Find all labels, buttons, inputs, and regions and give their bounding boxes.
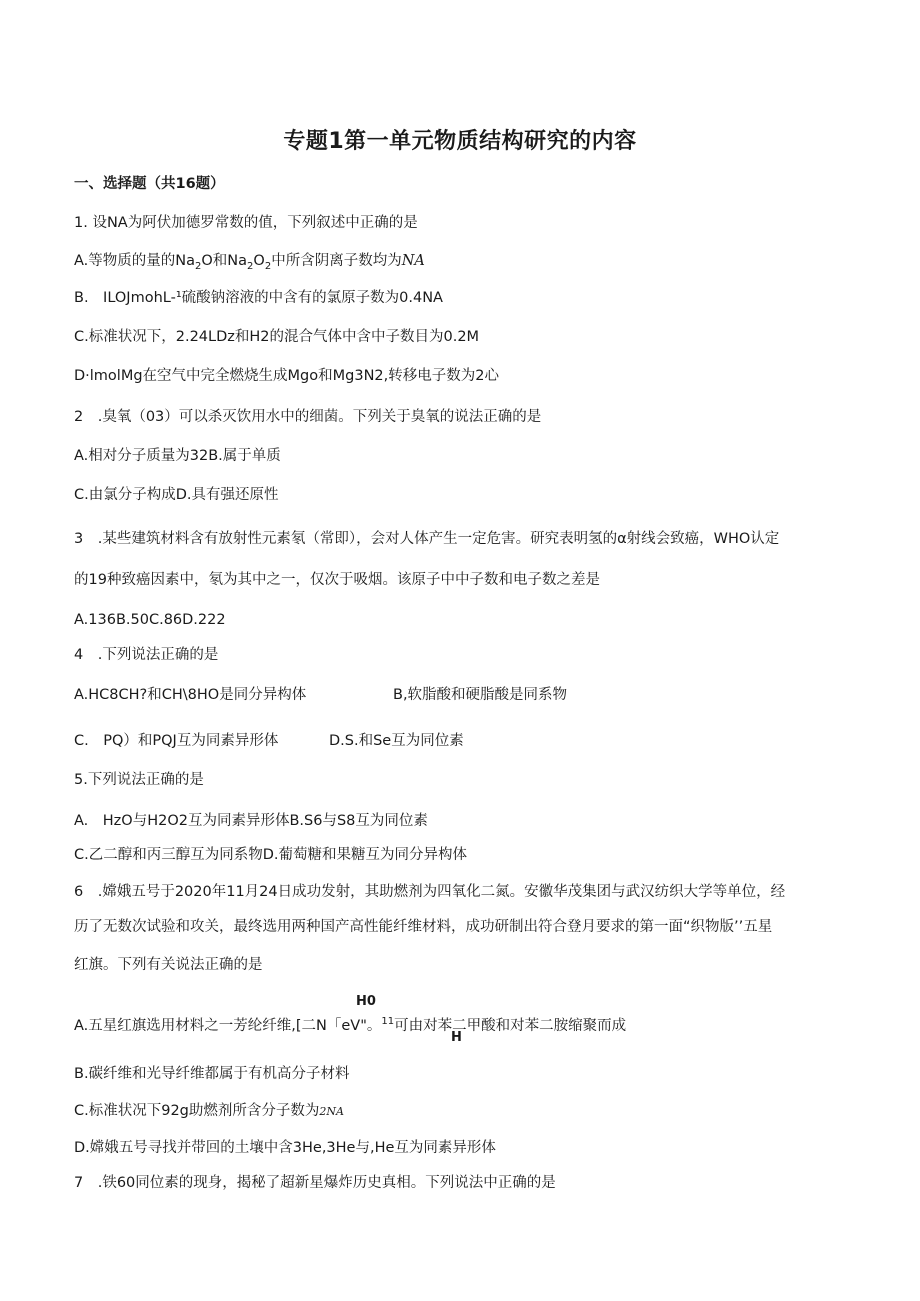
option-c-na-symbol: 2NA <box>319 1105 344 1118</box>
page-title: 专题1第一单元物质结构研究的内容 <box>283 129 637 154</box>
subscript: 2 <box>264 260 272 272</box>
option-c-text: C.标准状况下92g助燃剂所含分子数为 <box>74 1103 320 1119</box>
question-4-option-a: A.HC8CH?和CH\8HO是同分异构体 <box>74 687 307 703</box>
question-3-stem-line2: 的19种致癌因素中，氡为其中之一，仅次于吸烟。该原子中中子数和电子数之差是 <box>74 572 600 588</box>
option-a-text-3: O <box>253 253 265 269</box>
question-3-stem-line1: 3 .某些建筑材料含有放射性元素氡（常即），会对人体产生一定危害。研究表明氢的α射线会致癌，WHO认定 <box>74 531 780 547</box>
question-5-stem: 5.下列说法正确的是 <box>74 772 204 788</box>
question-6-stem-line3: 红旗。下列有关说法正确的是 <box>74 957 263 973</box>
question-2-options-cd: C.由氯分子构成D.具有强还原性 <box>74 487 279 503</box>
question-1-option-c: C.标准状况下，2.24LDz和H2的混合气体中含中子数目为0.2M <box>74 329 480 345</box>
question-1-option-a <box>74 251 425 277</box>
question-6-stem-line1: 6 .嫦娥五号于2020年11月24日成功发射，其助燃剂为四氧化二氮。安徽华茂集团与武汉纺织大学等单位，经 <box>74 884 786 900</box>
option-a-text-1: A.等物质的量的Na <box>74 253 196 269</box>
option-a-text-2: O和Na <box>201 253 248 269</box>
structure-label-top: H0 <box>356 994 376 1009</box>
option-a-na-symbol: NA <box>401 253 425 269</box>
option-a-text-4: 中所含阴离子数均为 <box>271 253 402 269</box>
question-5-options-ab: A. HzO与H2O2互为同素异形体B.S6与S8互为同位素 <box>74 813 428 829</box>
question-4-option-c: C. PQ）和PQJ互为同素异形体 <box>74 733 279 749</box>
question-1-option-d: D·lmolMg在空气中完全燃烧生成Mgo和Mg3N2,转移电子数为2心 <box>74 368 499 384</box>
question-5-options-cd: C.乙二醇和丙三醇互为同系物D.葡萄糖和果糖互为同分异构体 <box>74 847 468 863</box>
option-a-text-2: 可由对苯二甲酸和对苯二胺缩聚而成 <box>394 1017 627 1034</box>
question-2-options-ab: A.相对分子质量为32B.属于单质 <box>74 448 281 464</box>
subscript: 2 <box>195 260 202 272</box>
question-4-option-b: B,软脂酸和硬脂酸是同系物 <box>393 687 568 703</box>
question-6-option-d: D.嫦娥五号寻找并带回的土壤中含3He,3He与,He互为同素异形体 <box>74 1140 496 1156</box>
structure-label-bottom: H <box>451 1030 462 1045</box>
question-1-stem: 1. 设NA为阿伏加德罗常数的值，下列叙述中正确的是 <box>74 215 418 231</box>
question-4-option-d: D.S.和Se互为同位素 <box>329 733 464 749</box>
question-1-option-b: B. ILOJmohL-¹硫酸钠溶液的中含有的氯原子数为0.4NA <box>74 290 443 306</box>
question-2-stem: 2 .臭氧（03）可以杀灭饮用水中的细菌。下列关于臭氧的说法正确的是 <box>74 409 542 425</box>
question-3-options: A.136B.50C.86D.222 <box>74 612 226 628</box>
question-6-option-c <box>74 1101 344 1122</box>
question-7-stem: 7 .铁60同位素的现身，揭秘了超新星爆炸历史真相。下列说法中正确的是 <box>74 1175 556 1191</box>
question-6-stem-line2: 历了无数次试验和攻关，最终选用两种国产高性能纤维材料，成功研制出符合登月要求的第一面“织物版’’五星 <box>74 919 773 935</box>
superscript: 11 <box>381 1016 395 1027</box>
subscript: 2 <box>247 260 254 272</box>
question-4-stem: 4 .下列说法正确的是 <box>74 647 219 663</box>
question-6-option-b: B.碳纤维和光导纤维都属于有机高分子材料 <box>74 1066 350 1082</box>
question-6-option-a <box>74 1012 626 1036</box>
section-heading: 一、选择题（共16题） <box>74 176 225 192</box>
option-a-text-1: A.五星红旗选用材料之一芳纶纤维,[⼆N「eV"。 <box>74 1017 382 1034</box>
